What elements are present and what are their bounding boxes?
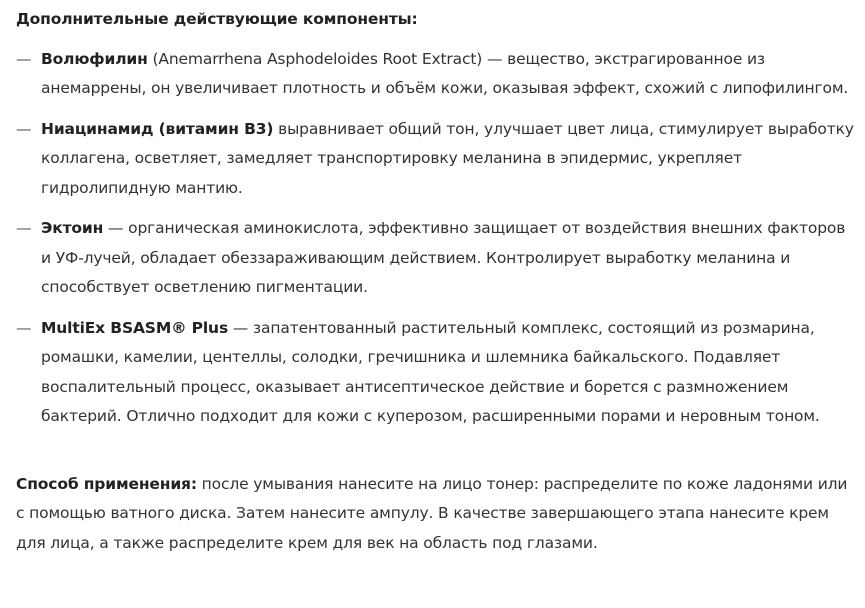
component-description: — запатентованный растительный комплекс, состоящий из розмарина, ромашки, камелии, центеллы, солодки, гречишника и шлемника байкальского. Подавляет воспалительный процесс, оказывает антисептическое действие и борется с размножением бактерий. Отлично подходит для кожи с куперозом, расширенными порами и неровным тоном. <box>41 318 820 425</box>
components-list <box>16 45 855 432</box>
component-description: (Anemarrhena Asphodeloides Root Extract) — вещество, экстрагированное из анемаррены, он увеличивает плотность и объём кожи, оказывая эффект, схожий с липофилингом. <box>41 49 849 97</box>
list-item <box>16 214 855 303</box>
component-term: Эктоин <box>41 219 104 237</box>
dash-bullet: — <box>16 219 32 237</box>
usage-text: после умывания нанесите на лицо тонер: распределите по коже ладонями или с помощью ватного диска. Затем нанесите ампулу. В качестве завершающего этапа нанесите крем для лица, а также распределите крем для век на область под глазами. <box>16 474 848 552</box>
component-term: Ниацинамид (витамин B3) <box>41 119 274 138</box>
components-heading: Дополнительные действующие компоненты: <box>16 10 418 28</box>
list-item-body <box>41 214 855 303</box>
list-item-body <box>41 45 855 104</box>
list-item-body <box>41 115 855 204</box>
dash-bullet: — <box>16 318 32 337</box>
component-description: выравнивает общий тон, улучшает цвет лица, стимулирует выработку коллагена, осветляет, замедляет транспортировку меланина в эпидермис, укрепляет гидролипидную мантию. <box>41 119 854 197</box>
usage-paragraph <box>16 470 855 559</box>
component-term: Волюфилин <box>41 49 148 68</box>
component-term: MultiEx BSASM® Plus <box>41 318 229 337</box>
dash-bullet: — <box>16 49 32 68</box>
list-item-body <box>41 314 855 432</box>
list-item <box>16 45 855 104</box>
product-description <box>0 5 865 608</box>
list-item <box>16 314 855 432</box>
list-item <box>16 115 855 204</box>
component-description: — органическая аминокислота, эффективно защищает от воздействия внешних факторов и УФ-лучей, обладает обеззараживающим действием. Контролирует выработку меланина и способствует осветлению пигментации. <box>41 219 846 296</box>
dash-bullet: — <box>16 119 32 138</box>
usage-label: Способ применения: <box>16 474 197 493</box>
